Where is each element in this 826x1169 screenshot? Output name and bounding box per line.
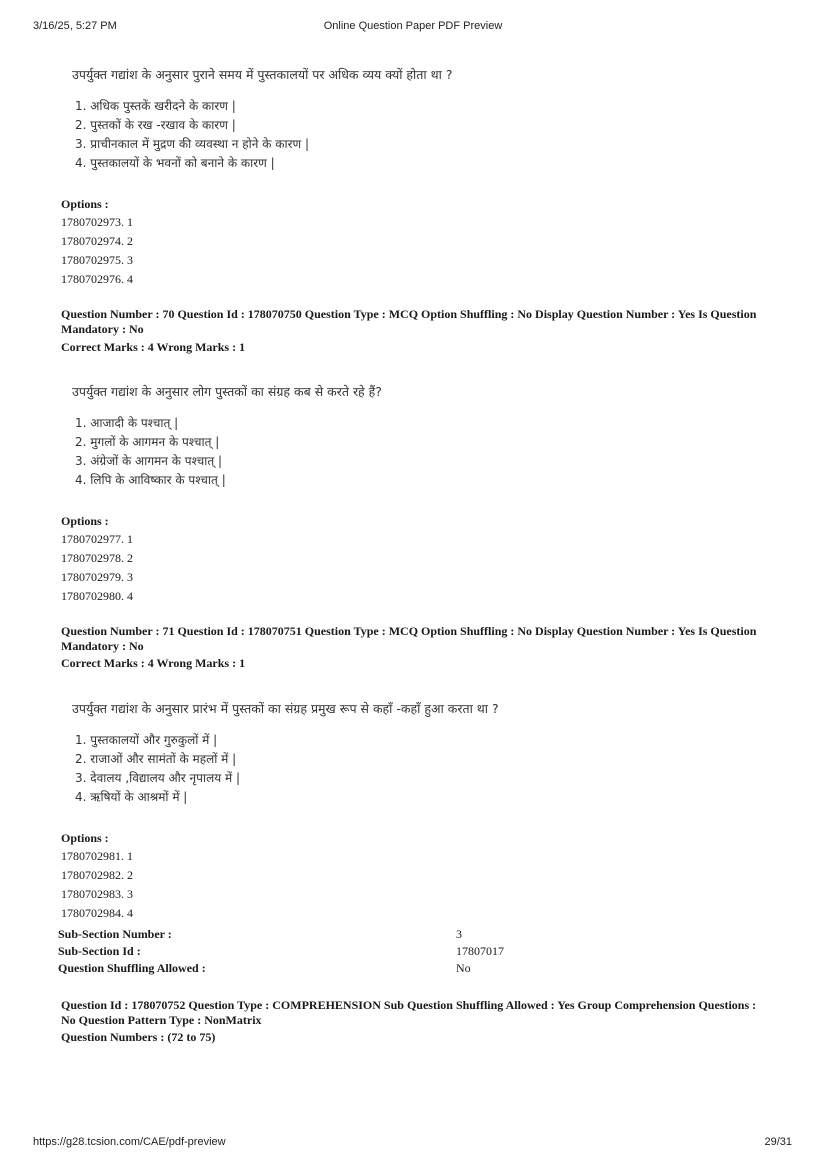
option-id-row: 1780702982. 2 [61, 868, 133, 882]
question-69-choices [75, 97, 309, 173]
option-id-row: 1780702980. 4 [61, 589, 133, 603]
question-71-meta: Question Number : 71 Question Id : 178070751 Question Type : MCQ Option Shuffling : No Display Question Number : Yes Is Question Mandatory : No [61, 624, 757, 653]
question-69-options [61, 195, 133, 289]
choice-item: 2. राजाओं और सामंतों के महलों में | [75, 752, 237, 766]
option-id-row: 1780702981. 1 [61, 849, 133, 863]
comprehension-question-numbers: Question Numbers : (72 to 75) [61, 1030, 216, 1044]
options-title: Options : [61, 831, 109, 845]
option-id-row: 1780702979. 3 [61, 570, 133, 584]
subsection-number-value: 3 [456, 927, 462, 941]
comprehension-meta: Question Id : 178070752 Question Type : COMPREHENSION Sub Question Shuffling Allowed : Yes Group Comprehension Questions : No Question Pattern Type : NonMatrix [61, 998, 757, 1027]
page-url: https://g28.tcsion.com/CAE/pdf-preview [33, 1136, 226, 1148]
choice-item: 4. पुस्तकालयों के भवनों को बनाने के कारण | [75, 156, 275, 170]
option-id-row: 1780702973. 1 [61, 215, 133, 229]
subsection-info [58, 926, 558, 977]
subsection-id-value: 17807017 [456, 944, 504, 958]
option-id-row: 1780702975. 3 [61, 253, 133, 267]
choice-item: 3. प्राचीनकाल में मुद्रण की व्यवस्था न होने के कारण | [75, 137, 310, 151]
option-id-row: 1780702984. 4 [61, 906, 133, 920]
page-number: 29/31 [764, 1136, 792, 1148]
choice-item: 1. पुस्तकालयों और गुरुकुलों में | [75, 733, 218, 747]
print-datetime: 3/16/25, 5:27 PM [33, 20, 117, 32]
subsection-id-row [58, 943, 558, 960]
choice-item: 4. लिपि के आविष्कार के पश्चात् | [75, 473, 226, 487]
choice-item: 1. आजादी के पश्चात् | [75, 416, 179, 430]
question-shuffling-row [58, 960, 558, 977]
options-title: Options : [61, 197, 109, 211]
question-70-options [61, 512, 133, 606]
question-69-text: उपर्युक्त गद्यांश के अनुसार पुराने समय में पुस्तकालयों पर अधिक व्यय क्यों होता था ? [72, 67, 453, 82]
option-id-row: 1780702976. 4 [61, 272, 133, 286]
choice-item: 4. ऋषियों के आश्रमों में | [75, 790, 188, 804]
subsection-id-label: Sub-Section Id : [58, 944, 141, 958]
question-71-choices [75, 731, 240, 807]
question-shuffling-label: Question Shuffling Allowed : [58, 961, 206, 975]
choice-item: 3. देवालय ,विद्यालय और नृपालय में | [75, 771, 241, 785]
question-70-text: उपर्युक्त गद्यांश के अनुसार लोग पुस्तकों का संग्रह कब से करते रहे हैं? [72, 384, 382, 399]
option-id-row: 1780702978. 2 [61, 551, 133, 565]
question-71-options [61, 829, 133, 923]
subsection-number-row [58, 926, 558, 943]
options-title: Options : [61, 514, 109, 528]
question-70-choices [75, 414, 226, 490]
choice-item: 3. अंग्रेजों के आगमन के पश्चात् | [75, 454, 223, 468]
choice-item: 2. पुस्तकों के रख -रखाव के कारण | [75, 118, 236, 132]
page-title: Online Question Paper PDF Preview [323, 20, 503, 32]
question-70-meta: Question Number : 70 Question Id : 178070750 Question Type : MCQ Option Shuffling : No Display Question Number : Yes Is Question Mandatory : No [61, 307, 757, 336]
subsection-number-label: Sub-Section Number : [58, 927, 172, 941]
choice-item: 2. मुगलों के आगमन के पश्चात् | [75, 435, 220, 449]
question-70-marks: Correct Marks : 4 Wrong Marks : 1 [61, 340, 246, 354]
question-shuffling-value: No [456, 961, 471, 975]
option-id-row: 1780702983. 3 [61, 887, 133, 901]
choice-item: 1. अधिक पुस्तकें खरीदने के कारण | [75, 99, 236, 113]
question-71-marks: Correct Marks : 4 Wrong Marks : 1 [61, 656, 246, 670]
question-71-text: उपर्युक्त गद्यांश के अनुसार प्रारंभ में पुस्तकों का संग्रह प्रमुख रूप से कहाँ -कहाँ हुआ करता था ? [72, 701, 499, 716]
option-id-row: 1780702977. 1 [61, 532, 133, 546]
option-id-row: 1780702974. 2 [61, 234, 133, 248]
